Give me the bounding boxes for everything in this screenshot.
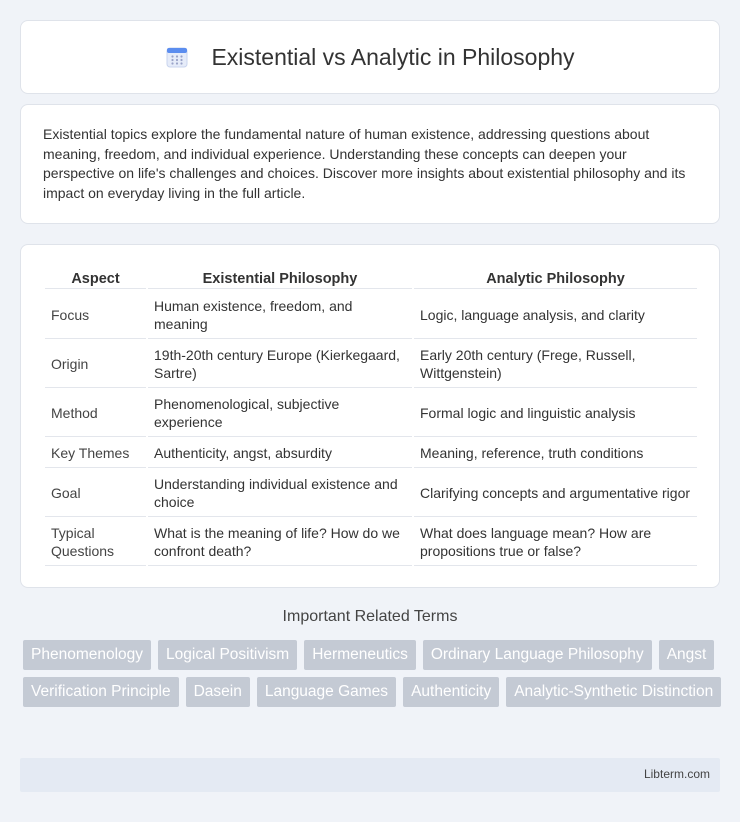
table-row	[45, 519, 697, 566]
comparison-table	[43, 265, 699, 568]
row-aspect-cell: Key Themes	[45, 439, 146, 468]
row-existential-cell: Phenomenological, subjective experience	[148, 390, 412, 437]
row-existential-cell: 19th-20th century Europe (Kierkegaard, Sartre)	[148, 341, 412, 388]
related-term-tag[interactable]: Phenomenology	[23, 640, 151, 670]
row-aspect-cell: Origin	[45, 341, 146, 388]
column-header-analytic: Analytic Philosophy	[414, 267, 697, 289]
row-analytic-cell: Formal logic and linguistic analysis	[414, 390, 697, 437]
row-existential-cell: Authenticity, angst, absurdity	[148, 439, 412, 468]
comparison-table-card	[20, 244, 720, 588]
table-row	[45, 341, 697, 388]
row-analytic-cell: Meaning, reference, truth conditions	[414, 439, 697, 468]
related-term-tag[interactable]: Verification Principle	[23, 677, 179, 707]
row-aspect-cell: Focus	[45, 291, 146, 339]
row-aspect-cell: Typical Questions	[45, 519, 146, 566]
related-term-tag[interactable]: Hermeneutics	[304, 640, 416, 670]
row-existential-cell: What is the meaning of life? How do we confront death?	[148, 519, 412, 566]
table-row	[45, 291, 697, 339]
related-terms-list	[23, 640, 723, 707]
row-analytic-cell: Logic, language analysis, and clarity	[414, 291, 697, 339]
row-aspect-cell: Goal	[45, 470, 146, 517]
related-term-tag[interactable]: Logical Positivism	[158, 640, 297, 670]
related-term-tag[interactable]: Angst	[659, 640, 715, 670]
column-header-existential: Existential Philosophy	[148, 267, 412, 289]
row-aspect-cell: Method	[45, 390, 146, 437]
table-row	[45, 470, 697, 517]
page-title: Existential vs Analytic in Philosophy	[211, 43, 575, 70]
related-term-tag[interactable]: Authenticity	[403, 677, 499, 707]
calendar-grid-icon	[165, 45, 189, 69]
column-header-aspect: Aspect	[45, 267, 146, 289]
header-card	[20, 20, 720, 94]
table-row	[45, 390, 697, 437]
row-analytic-cell: Clarifying concepts and argumentative rigor	[414, 470, 697, 517]
row-existential-cell: Understanding individual existence and choice	[148, 470, 412, 517]
table-row	[45, 439, 697, 468]
footer-site-link[interactable]: Libterm.com	[643, 767, 710, 781]
footer	[20, 758, 720, 792]
related-term-tag[interactable]: Analytic-Synthetic Distinction	[506, 677, 721, 707]
intro-text: Existential topics explore the fundamental nature of human existence, addressing questions about meaning, freedom, and individual experience. Understanding these concepts can deepen your perspective on life's challenges and choices. Discover more insights about existential philosophy and its impact on everyday living in the full article.	[43, 126, 686, 201]
row-analytic-cell: What does language mean? How are propositions true or false?	[414, 519, 697, 566]
related-term-tag[interactable]: Ordinary Language Philosophy	[423, 640, 652, 670]
intro-card	[20, 104, 720, 224]
related-term-tag[interactable]: Dasein	[186, 677, 250, 707]
table-header-row	[45, 267, 697, 289]
related-terms-title: Important Related Terms	[282, 608, 458, 625]
row-existential-cell: Human existence, freedom, and meaning	[148, 291, 412, 339]
row-analytic-cell: Early 20th century (Frege, Russell, Wittgenstein)	[414, 341, 697, 388]
related-term-tag[interactable]: Language Games	[257, 677, 396, 707]
